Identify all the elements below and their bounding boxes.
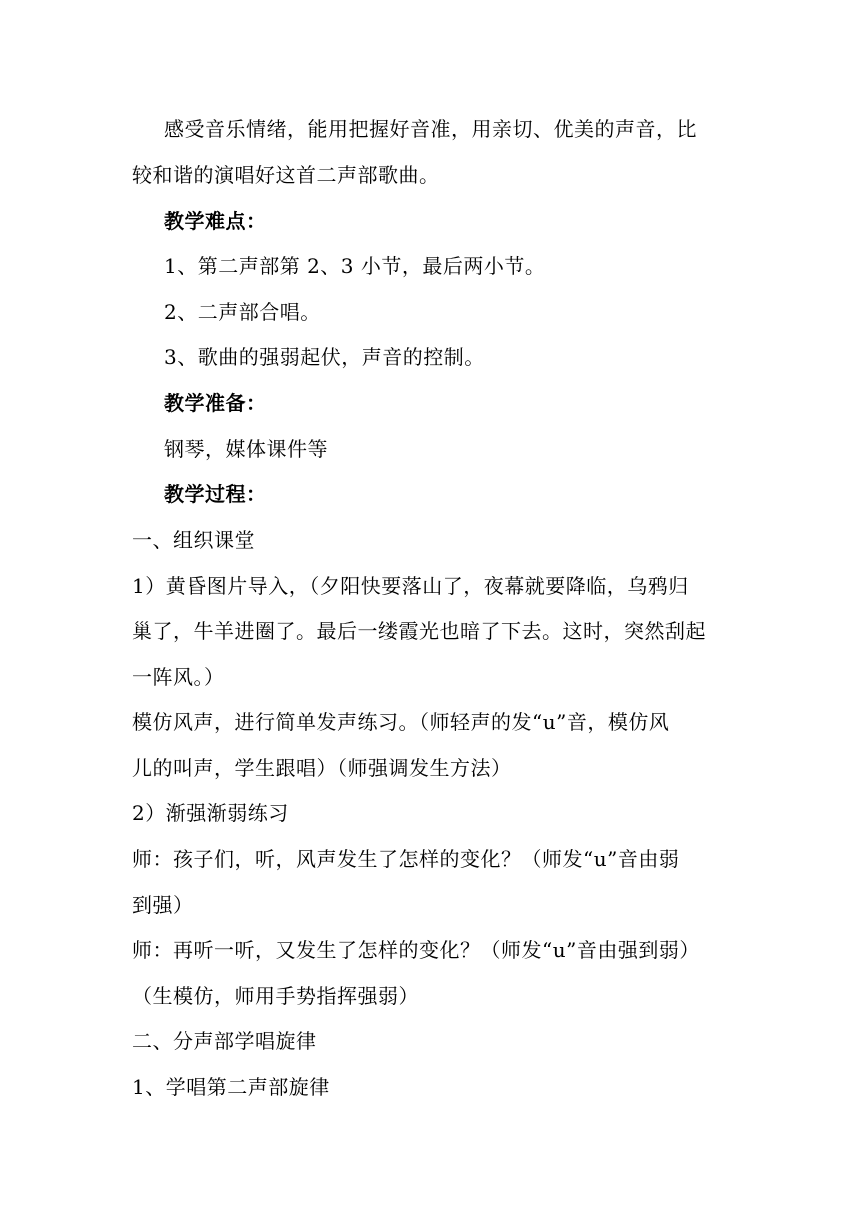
- list-item: 3、歌曲的强弱起伏，声音的控制。: [164, 345, 485, 369]
- paragraph-line: 较和谐的演唱好这首二声部歌曲。: [132, 163, 440, 187]
- section-heading-difficulties: 教学难点：: [164, 209, 267, 233]
- paragraph-line: 1）黄昏图片导入，（夕阳快要落山了，夜幕就要降临，乌鸦归: [132, 574, 689, 598]
- paragraph-line: 钢琴，媒体课件等: [164, 437, 328, 461]
- paragraph-line: 师：再听一听，又发生了怎样的变化？（师发“u”音由强到弱）: [132, 938, 700, 962]
- list-item: 2、二声部合唱。: [164, 300, 321, 324]
- section-heading-process: 教学过程：: [164, 482, 267, 506]
- paragraph-line: 一阵风。）: [132, 665, 225, 689]
- paragraph-line: 2）渐强渐弱练习: [132, 801, 289, 825]
- section-heading-organize: 一、组织课堂: [132, 528, 255, 552]
- paragraph-line: 儿的叫声，学生跟唱）（师强调发生方法）: [132, 756, 512, 780]
- paragraph-line: 到强）: [132, 893, 194, 917]
- paragraph-line: 感受音乐情绪，能用把握好音准，用亲切、优美的声音，比: [164, 117, 697, 141]
- paragraph-line: （生模仿，师用手势指挥强弱）: [132, 984, 419, 1008]
- section-heading-melody: 二、分声部学唱旋律: [132, 1029, 317, 1053]
- paragraph-line: 师：孩子们，听，风声发生了怎样的变化？（师发“u”音由弱: [132, 847, 680, 871]
- paragraph-line: 巢了，牛羊进圈了。最后一缕霞光也暗了下去。这时，突然刮起: [132, 619, 706, 643]
- paragraph-line: 1、学唱第二声部旋律: [132, 1075, 330, 1099]
- paragraph-line: 模仿风声，进行简单发声练习。（师轻声的发“u”音，模仿风: [132, 710, 670, 734]
- list-item: 1、第二声部第 2、3 小节，最后两小节。: [164, 254, 546, 278]
- section-heading-preparation: 教学准备：: [164, 391, 267, 415]
